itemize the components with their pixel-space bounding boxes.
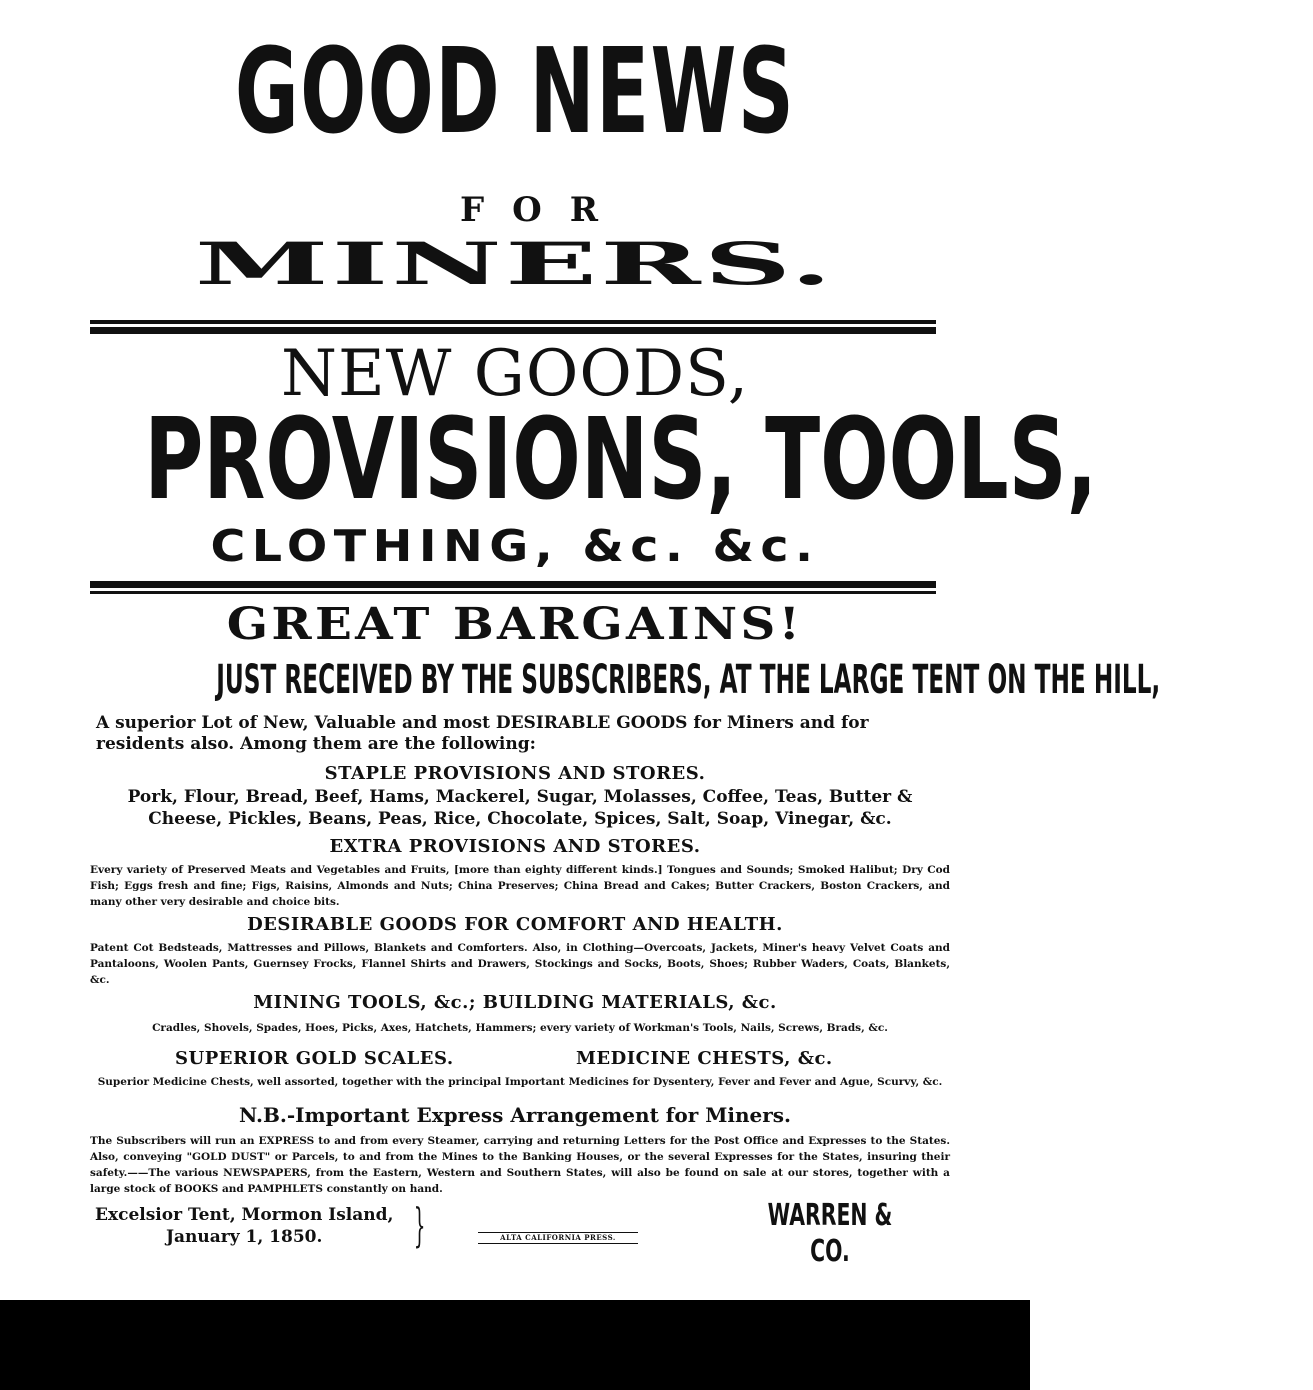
extra-provisions-text: Every variety of Preserved Meats and Vegetables and Fruits, [more than eighty different kinds.] Tongues and Sounds; Smoked Halibut; Dry Cod Fish; Eggs fresh and fine; Figs, Raisins, Almonds and Nuts; China Preserves; China Bread and Cakes; Butter Crackers, Boston Crackers, and many other very desirable and choice bits. bbox=[90, 864, 950, 908]
printer-imprint: ALTA CALIFORNIA PRESS. bbox=[478, 1232, 638, 1244]
bottom-black-bar bbox=[0, 1300, 1030, 1390]
great-bargains-heading: GREAT BARGAINS! bbox=[226, 599, 804, 650]
express-arrangement-title: N.B.-Important Express Arrangement for Miners. bbox=[239, 1103, 791, 1127]
intro-paragraph: A superior Lot of New, Valuable and most DESIRABLE GOODS for Miners and for residents also. Among them are the following: bbox=[96, 713, 869, 754]
staple-provisions-title: STAPLE PROVISIONS AND STORES. bbox=[324, 763, 706, 784]
mining-tools-title: MINING TOOLS, &c.; BUILDING MATERIALS, &c. bbox=[253, 992, 777, 1013]
extra-provisions-title: EXTRA PROVISIONS AND STORES. bbox=[329, 836, 701, 857]
divider-top-thick bbox=[90, 327, 936, 334]
headline-miners: MINERS. bbox=[194, 230, 836, 299]
staple-provisions-text: Pork, Flour, Bread, Beef, Hams, Mackerel, Sugar, Molasses, Coffee, Teas, Butter & Cheese, Pickles, Beans, Peas, Rice, Chocolate, Spices, Salt, Soap, Vinegar, &c. bbox=[127, 787, 913, 829]
provisions-tools-heading: PROVISIONS, TOOLS, bbox=[144, 395, 1098, 525]
just-received-line: JUST RECEIVED BY THE SUBSCRIBERS, AT THE LARGE TENT ON THE HILL, bbox=[216, 657, 1161, 703]
location-line: Excelsior Tent, Mormon Island, bbox=[95, 1205, 394, 1225]
date-line: January 1, 1850. bbox=[165, 1227, 323, 1247]
new-goods-heading: NEW GOODS, bbox=[280, 337, 750, 411]
medicine-chests-title: MEDICINE CHESTS, &c. bbox=[576, 1048, 833, 1069]
location-date bbox=[95, 1204, 393, 1248]
gold-scales-title: SUPERIOR GOLD SCALES. bbox=[175, 1048, 454, 1069]
comfort-goods-title: DESIRABLE GOODS FOR COMFORT AND HEALTH. bbox=[247, 914, 783, 935]
divider-mid-thick bbox=[90, 581, 936, 588]
headline-good-news: GOOD NEWS bbox=[234, 22, 796, 160]
medicine-chests-text: Superior Medicine Chests, well assorted, together with the principal Important Medicines for Dysentery, Fever and Fever and Ague, Scurvy, &c. bbox=[97, 1076, 943, 1088]
divider-mid-thin bbox=[90, 591, 936, 594]
comfort-goods-text: Patent Cot Bedsteads, Mattresses and Pillows, Blankets and Comforters. Also, in Clothing—Overcoats, Jackets, Miner's heavy Velvet Coats and Pantaloons, Woolen Pants, Guernsey Frocks, Flannel Shirts and Drawers, Stockings and Socks, Boots, Shoes; Rubber Waders, Coats, Blankets, &c. bbox=[90, 942, 950, 986]
express-arrangement-text: The Subscribers will run an EXPRESS to and from every Steamer, carrying and returning Letters for the Post Office and Expresses to the States. Also, conveying "GOLD DUST" or Parcels, to and from the Mines to the Banking Houses, or the several Expresses for the States, insuring their safety.——The various NEWSPAPERS, from the Eastern, Western and Southern States, will also be found on sale at our stores, together with a large stock of BOOKS and PAMPHLETS constantly on hand. bbox=[90, 1135, 950, 1195]
headline-for: FOR bbox=[459, 190, 626, 230]
divider-top-thin bbox=[90, 320, 936, 324]
clothing-heading: CLOTHING, &c. &c. bbox=[210, 521, 820, 572]
merchant-signature: WARREN & CO. bbox=[767, 1198, 893, 1269]
brace-mark: } bbox=[413, 1198, 426, 1252]
mining-tools-text: Cradles, Shovels, Spades, Hoes, Picks, Axes, Hatchets, Hammers; every variety of Workman's Tools, Nails, Screws, Brads, &c. bbox=[152, 1022, 888, 1034]
